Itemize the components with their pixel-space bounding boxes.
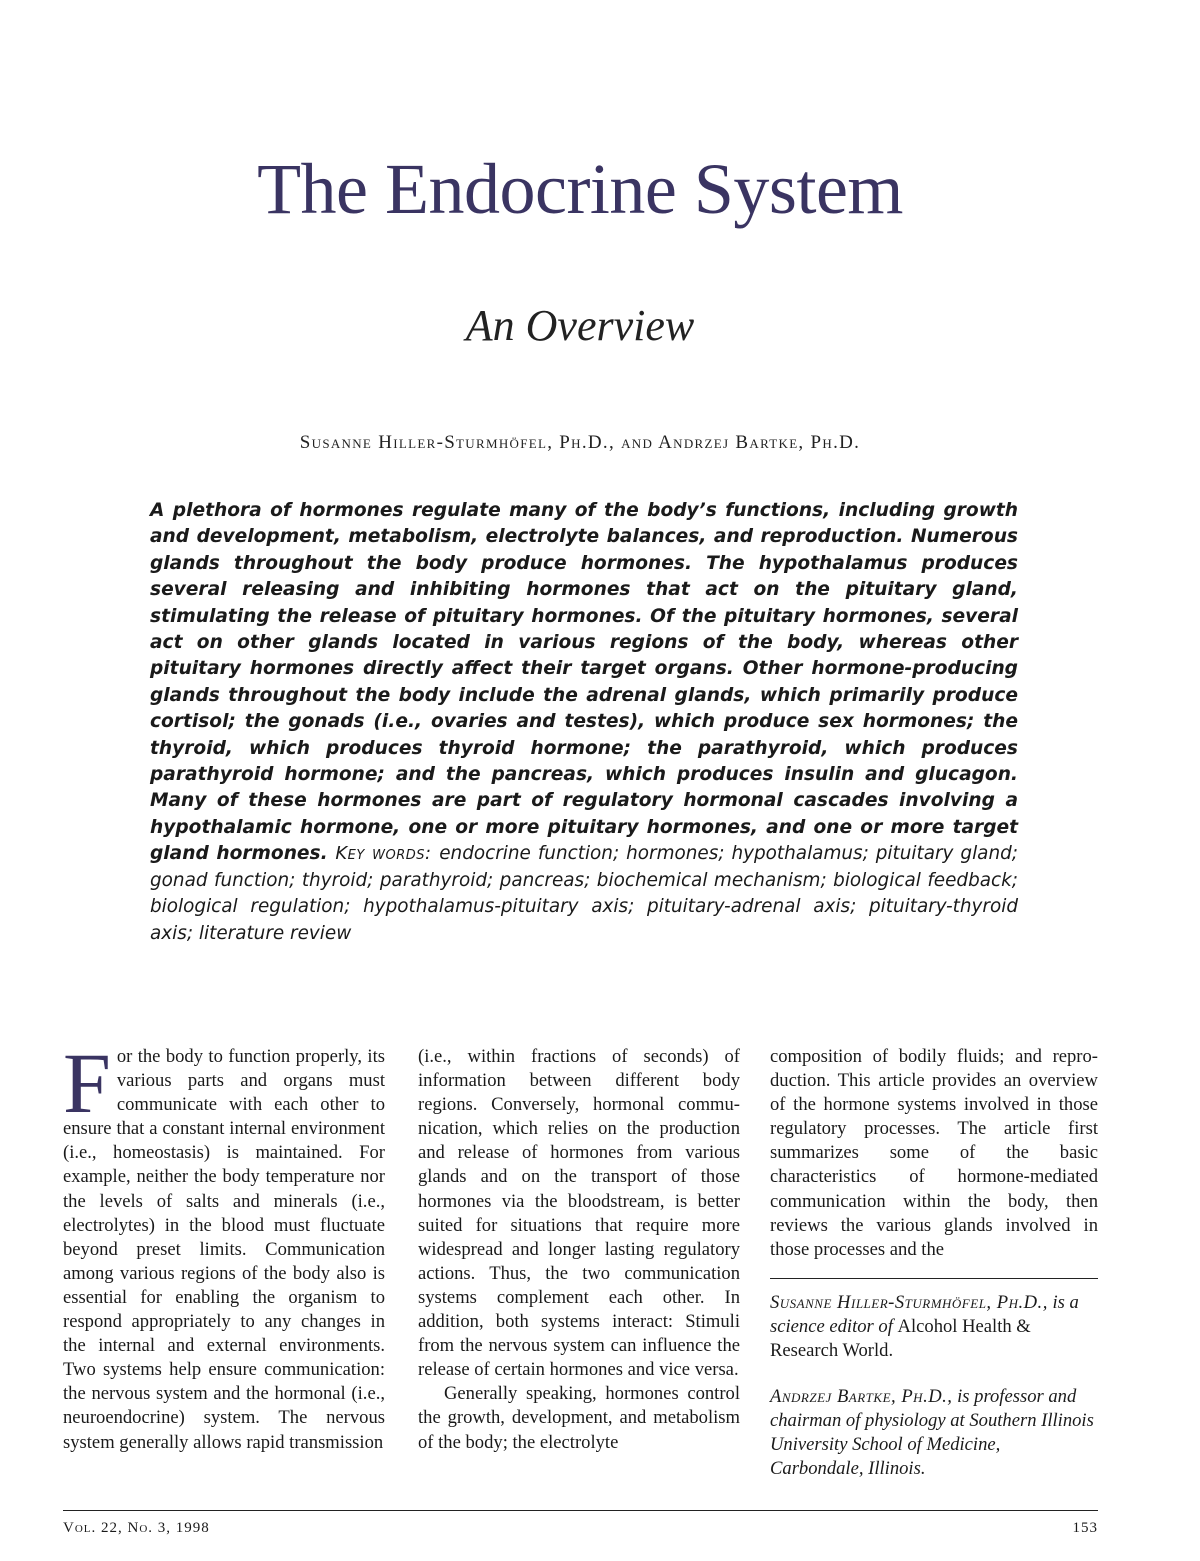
bio-1-role: is a science editor of	[770, 1291, 1079, 1337]
col2-paragraph-2: Generally speaking, hormones control the growth, development, and metabolism of the body; the electrolyte	[418, 1383, 740, 1453]
bio-1-publication: Alcohol Health & Research World.	[770, 1315, 1031, 1362]
footer-volume: Vol. 22, No. 3, 1998	[63, 1520, 210, 1536]
drop-cap: F	[63, 1035, 111, 1131]
keywords-label: Key words:	[335, 843, 432, 865]
article-subtitle: An Overview	[465, 301, 695, 350]
bio-2-name: Andrzej Bartke, Ph.D.,	[770, 1386, 953, 1408]
author-bio-2	[770, 1385, 1098, 1481]
bio-1-name: Susanne Hiller-Sturmhöfel, Ph.D.,	[770, 1291, 1048, 1313]
col1-paragraph: or the body to function properly, its various parts and organs must communicate with each other to ensure that a constant internal environment (i.e., homeostasis) is maintained. For example, neither the body temperature nor the levels of salts and minerals (i.e., electrolytes) in the blood must fluctuate beyond preset limits. Communication among various regions of the body also is essential for enabling the organism to respond appropriately to any changes in the internal and external environments. Two systems help ensure communication: the nervous system and the hormonal (i.e., neuroendocrine) system. The nervous system generally allows rapid transmission	[63, 1046, 385, 1453]
body-column-2	[418, 1045, 740, 1455]
body-column-1	[63, 1035, 385, 1455]
bio-divider	[770, 1278, 1098, 1279]
body-column-3	[770, 1045, 1098, 1504]
col3-paragraph: composition of bodily fluids; and reproduction. This article provides an overview of the hormone systems involved in those regulatory processes. The article first summarizes some of the basic characteristics of hormone-mediated communication within the body, then reviews the various glands involved in those processes and the	[770, 1046, 1098, 1260]
keywords: endocrine function; hormones; hypothalamus; pituitary gland; gonad function; thyroid; parathyroid; pancreas; biochemical mechanism; biological feedback; biological regulation; hypothalamus-pituitary axis; pituitary-adrenal axis; pituitary-thyroid axis; literature review	[150, 843, 1018, 944]
footer-divider	[63, 1510, 1098, 1511]
bio-2-role: is professor and chairman of physiology at Southern Illinois University School of Medicine, Carbondale, Illinois.	[770, 1386, 1094, 1480]
abstract	[150, 497, 1018, 946]
article-title: The Endocrine System	[257, 149, 903, 229]
article-authors: Susanne Hiller-Sturmhöfel, Ph.D., and Andrzej Bartke, Ph.D.	[299, 432, 861, 453]
footer-page-number: 153	[1072, 1520, 1098, 1536]
abstract-body: A plethora of hormones regulate many of the body’s functions, including growth and development, metabolism, electrolyte balances, and reproduction. Numerous glands throughout the body produce hormones. The hypothalamus produces several releasing and inhibiting hormones that act on the pituitary gland, stimulating the release of pituitary hormones. Of the pituitary hormones, several act on other glands located in various regions of the body, whereas other pituitary hormones directly affect their target organs. Other hormone-producing glands throughout the body include the adrenal glands, which primarily produce cortisol; the gonads (i.e., ovaries and testes), which produce sex hormones; the thyroid, which produces thyroid hormone; the parathyroid, which produces parathyroid hormone; and the pancreas, which produces insulin and glucagon. Many of these hormones are part of regulatory hormonal cascades involving a hypothalamic hormone, one or more pituitary hormones, and one or more target gland hormones.	[150, 500, 1018, 865]
col2-paragraph-1: (i.e., within fractions of seconds) of information between different body regions. Conversely, hormonal communication, which relies on the production and release of hormones from various glands and on the transport of those hormones via the bloodstream, is better suited for situations that require more widespread and longer lasting regulatory actions. Thus, the two communication systems complement each other. In addition, both systems interact: Stimuli from the nervous system can influence the release of certain hormones and vice versa.	[418, 1046, 740, 1381]
author-bio-1	[770, 1291, 1098, 1363]
